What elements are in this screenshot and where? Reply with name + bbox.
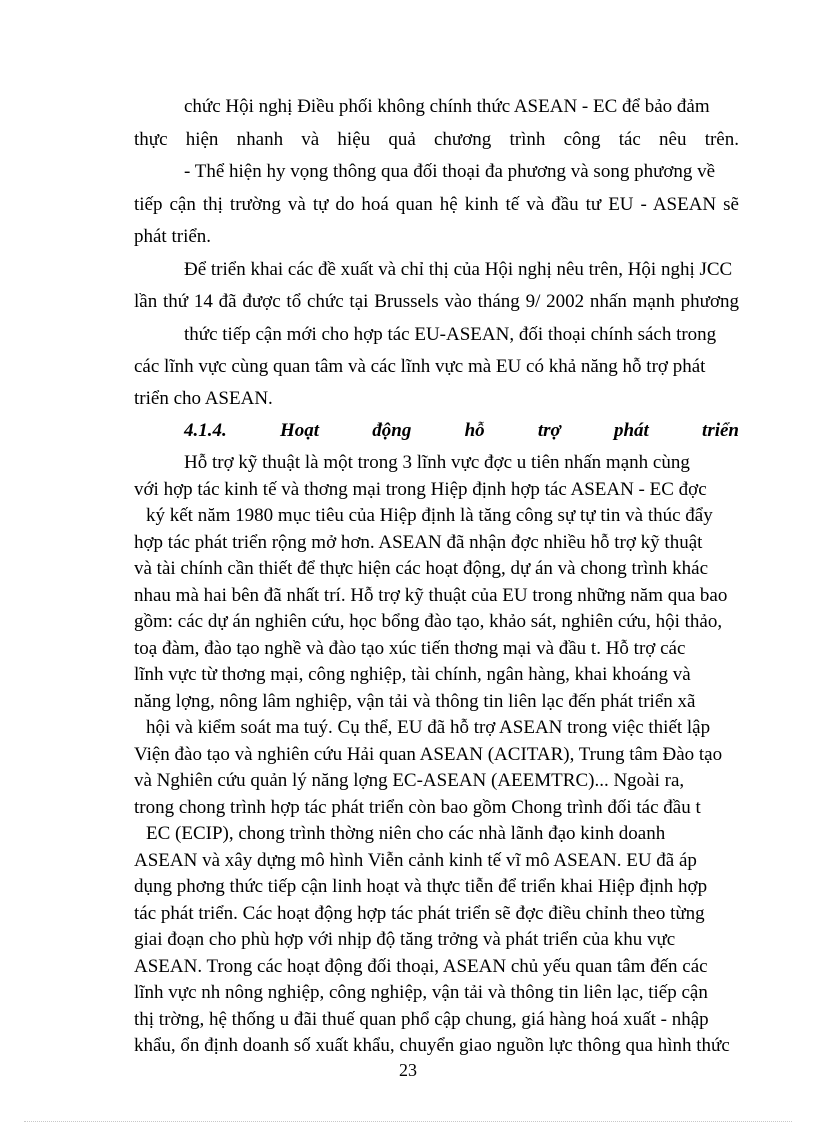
text-line: khẩu, ổn định doanh số xuất khẩu, chuyển giao nguồn lực thông qua hình thức [134, 1035, 730, 1056]
text-line: phát triển. [134, 226, 212, 247]
page-bottom-divider [24, 1121, 792, 1122]
text-line: năng lợng, nông lâm nghiệp, vận tải và thông tin liên lạc đến phát triển xã [134, 690, 696, 712]
text-line: ASEAN và xây dựng mô hình Viễn cảnh kinh tế vĩ mô ASEAN. EU đã áp [134, 849, 697, 871]
text-line: và Nghiên cứu quản lý năng lợng EC-ASEAN (AEEMTRC)... Ngoài ra, [134, 770, 685, 791]
text-line: Để triển khai các đề xuất và chỉ thị của Hội nghị nêu trên, Hội nghị JCC [184, 259, 733, 280]
text-line: dụng phơng thức tiếp cận linh hoạt và thực tiễn để triển khai Hiệp định hợp [134, 876, 708, 897]
text-line: lĩnh vực nh nông nghiệp, công nghiệp, vận tải và thông tin liên lạc, tiếp cận [134, 982, 708, 1003]
text-line: thị trờng, hệ thống u đãi thuế quan phổ cập chung, giá hàng hoá xuất - nhập [134, 1008, 709, 1030]
text-line: lần thứ 14 đã được tổ chức tại Brussels vào tháng 9/ 2002 nhấn mạnh phương [134, 291, 739, 312]
text-line: các lĩnh vực cùng quan tâm và các lĩnh vực mà EU có khả năng hỗ trợ phát [134, 356, 706, 377]
text-line: chức Hội nghị Điều phối không chính thức ASEAN - EC để bảo đảm [184, 96, 710, 117]
text-line: hợp tác phát triển rộng mở hơn. ASEAN đã nhận đợc nhiều hỗ trợ kỹ thuật [134, 531, 703, 553]
page-number: 23 [399, 1060, 417, 1080]
section-heading: 4.1.4. Hoạt động hỗ trợ phát triển [184, 420, 739, 441]
text-line: thực hiện nhanh và hiệu quả chương trình công tác nêu trên. [134, 129, 739, 150]
text-line: ký kết năm 1980 mục tiêu của Hiệp định là tăng công sự tự tin và thúc đẩy [146, 505, 713, 526]
text-line: nhau mà hai bên đã nhất trí. Hỗ trợ kỹ thuật của EU trong những năm qua bao [134, 584, 728, 606]
text-line: triển cho ASEAN. [134, 388, 273, 409]
text-line: - Thể hiện hy vọng thông qua đối thoại đa phương và song phương về [184, 161, 716, 182]
text-line: toạ đàm, đào tạo nghề và đào tạo xúc tiến thơng mại và đầu t. Hỗ trợ các [134, 637, 686, 659]
text-line: tiếp cận thị trường và tự do hoá quan hệ kinh tế và đầu tư EU - ASEAN sẽ [134, 194, 739, 215]
text-line: Hỗ trợ kỹ thuật là một trong 3 lĩnh vực đợc u tiên nhấn mạnh cùng [184, 452, 690, 473]
text-line: ASEAN. Trong các hoạt động đối thoại, ASEAN chủ yếu quan tâm đến các [134, 955, 708, 977]
text-line: gồm: các dự án nghiên cứu, học bổng đào tạo, khảo sát, nghiên cứu, hội thảo, [134, 611, 723, 632]
text-line: Viện đào tạo và nghiên cứu Hải quan ASEAN (ACITAR), Trung tâm Đào tạo [134, 743, 723, 765]
text-line: hội và kiểm soát ma tuý. Cụ thể, EU đã hỗ trợ ASEAN trong việc thiết lập [146, 717, 711, 738]
text-line: thức tiếp cận mới cho hợp tác EU-ASEAN, đối thoại chính sách trong [184, 324, 717, 345]
text-line: và tài chính cần thiết để thực hiện các hoạt động, dự án và chong trình khác [134, 558, 709, 579]
text-line: lĩnh vực từ thơng mại, công nghiệp, tài chính, ngân hàng, khai khoáng và [134, 664, 691, 685]
text-line: tác phát triển. Các hoạt động hợp tác phát triển sẽ đợc điều chỉnh theo từng [134, 902, 705, 924]
text-line: EC (ECIP), chong trình thờng niên cho các nhà lãnh đạo kinh doanh [146, 823, 666, 844]
text-line: giai đoạn cho phù hợp với nhịp độ tăng trởng và phát triển của khu vực [134, 929, 676, 950]
text-line: với hợp tác kinh tế và thơng mại trong Hiệp định hợp tác ASEAN - EC đợc [134, 478, 707, 500]
text-line: trong chong trình hợp tác phát triển còn bao gồm Chong trình đối tác đầu t [134, 796, 701, 818]
